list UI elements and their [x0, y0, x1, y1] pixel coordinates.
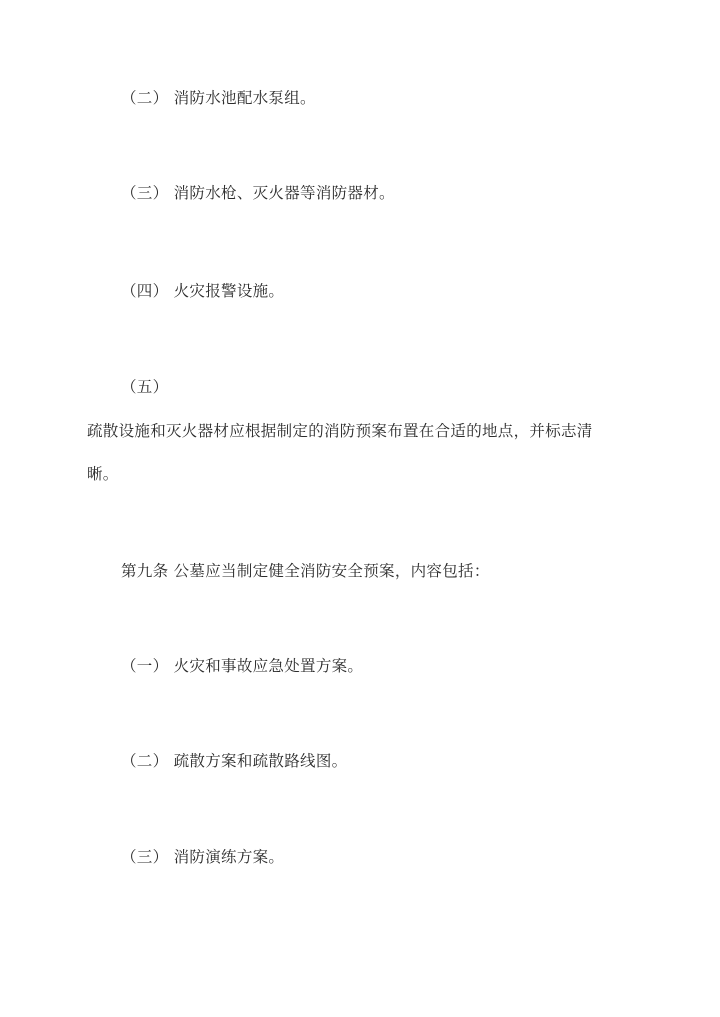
list-item-emergency-plan: （一） 火灾和事故应急处置方案。: [121, 657, 364, 675]
list-item-fire-alarm: （四） 火灾报警设施。: [121, 282, 285, 300]
article-nine-heading: 第九条 公墓应当制定健全消防安全预案，内容包括：: [121, 562, 490, 580]
list-item-number-five: （五）: [121, 378, 169, 396]
list-item-fire-pool-pumps: （二） 消防水池配水泵组。: [121, 89, 316, 107]
list-item-fire-drill: （三） 消防演练方案。: [121, 848, 285, 866]
list-item-fire-equipment: （三） 消防水枪、灭火器等消防器材。: [121, 184, 395, 202]
paragraph-evacuation-text: 疏散设施和灭火器材应根据制定的消防预案布置在合适的地点，并标志清: [87, 422, 593, 440]
paragraph-evacuation-text-continued: 晰。: [87, 465, 119, 483]
list-item-evacuation-route: （二） 疏散方案和疏散路线图。: [121, 752, 348, 770]
